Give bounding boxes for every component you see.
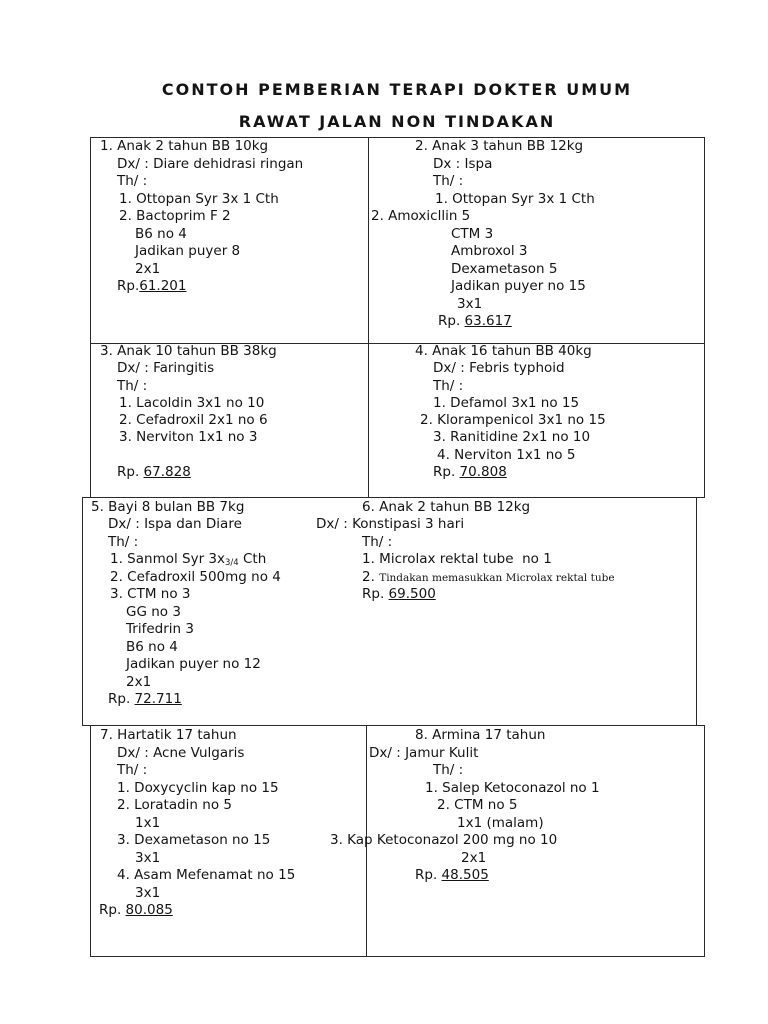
price-label: Rp.: [433, 464, 460, 480]
price-line: [438, 313, 512, 330]
therapy-line: 1x1: [135, 815, 161, 831]
column-divider-row-1: [368, 137, 369, 344]
diagnosis: Dx/ : Febris typhoid: [433, 360, 565, 376]
diagnosis: Dx/ : Faringitis: [117, 360, 215, 376]
dose-fraction: 3/4: [225, 558, 239, 568]
price-line: [108, 691, 182, 708]
therapy-line: 2. Loratadin no 5: [117, 797, 232, 813]
diagnosis: Dx/ : Acne Vulgaris: [117, 745, 245, 761]
therapy-line: 4. Nerviton 1x1 no 5: [437, 447, 576, 463]
therapy-label: Th/ :: [108, 534, 139, 550]
price-label: Rp.: [362, 586, 389, 602]
therapy-line: Jadikan puyer no 12: [126, 656, 261, 672]
case-heading: 2. Anak 3 tahun BB 12kg: [415, 138, 584, 154]
case-heading: 4. Anak 16 tahun BB 40kg: [415, 343, 592, 359]
therapy-line: B6 no 4: [135, 226, 187, 242]
therapy-line: 1. Ottopan Syr 3x 1 Cth: [119, 191, 279, 207]
document-subtitle: RAWAT JALAN NON TINDAKAN: [238, 112, 556, 131]
price-amount: 63.617: [464, 313, 512, 329]
price-amount: 80.085: [125, 902, 173, 918]
case-heading: 5. Bayi 8 bulan BB 7kg: [91, 499, 245, 515]
dose-unit: Cth: [238, 551, 267, 567]
therapy-label: Th/ :: [362, 534, 393, 550]
case-heading: 1. Anak 2 tahun BB 10kg: [100, 138, 269, 154]
therapy-label: Th/ :: [117, 173, 148, 189]
therapy-line: [362, 569, 615, 587]
therapy-line: Jadikan puyer no 15: [451, 278, 586, 294]
therapy-line: 2. Bactoprim F 2: [119, 208, 231, 224]
price-amount: 69.500: [388, 586, 436, 602]
therapy-line: 2. CTM no 5: [437, 797, 518, 813]
price-line: [433, 464, 507, 481]
price-line: [415, 867, 489, 884]
therapy-line: GG no 3: [126, 604, 181, 620]
therapy-line: 3x1: [457, 296, 483, 312]
therapy-line: B6 no 4: [126, 639, 178, 655]
price-line: [362, 586, 436, 603]
therapy-label: Th/ :: [433, 173, 464, 189]
case-heading: 8. Armina 17 tahun: [415, 727, 546, 743]
price-label: Rp.: [108, 691, 135, 707]
diagnosis: Dx : Ispa: [433, 156, 493, 172]
therapy-line: Dexametason 5: [451, 261, 558, 277]
therapy-line: 2. Klorampenicol 3x1 no 15: [420, 412, 606, 428]
therapy-line: Jadikan puyer 8: [135, 243, 241, 259]
therapy-line: 2x1: [461, 850, 487, 866]
therapy-line: 1. Microlax rektal tube no 1: [362, 551, 552, 567]
price-line: [99, 902, 173, 919]
diagnosis: Dx/ : Jamur Kulit: [369, 745, 479, 761]
diagnosis: Dx/ : Diare dehidrasi ringan: [117, 156, 304, 172]
therapy-line-text: 1. Sanmol Syr 3x: [110, 551, 226, 567]
therapy-number: 2.: [362, 569, 375, 585]
therapy-line: 1. Doxycyclin kap no 15: [117, 780, 279, 796]
diagnosis: Dx/ : Ispa dan Diare: [108, 516, 242, 532]
therapy-line: 4. Asam Mefenamat no 15: [117, 867, 296, 883]
price-label: Rp.: [438, 313, 465, 329]
price-amount: 70.808: [459, 464, 507, 480]
therapy-line: 3. Ranitidine 2x1 no 10: [433, 429, 591, 445]
therapy-line: Ambroxol 3: [451, 243, 528, 259]
price-amount: 67.828: [143, 464, 191, 480]
price-amount: 48.505: [441, 867, 489, 883]
price-line: [117, 464, 191, 481]
therapy-line: Trifedrin 3: [126, 621, 194, 637]
therapy-line: 2. Amoxicllin 5: [371, 208, 471, 224]
therapy-label: Th/ :: [433, 378, 464, 394]
case-heading: 6. Anak 2 tahun BB 12kg: [362, 499, 531, 515]
therapy-label: Th/ :: [433, 762, 464, 778]
therapy-line: 3. Kap Ketoconazol 200 mg no 10: [330, 832, 558, 848]
therapy-line: 3. Dexametason no 15: [117, 832, 271, 848]
therapy-line: 1. Ottopan Syr 3x 1 Cth: [435, 191, 595, 207]
therapy-line: 3x1: [135, 850, 161, 866]
case-heading: 3. Anak 10 tahun BB 38kg: [100, 343, 277, 359]
therapy-line: CTM 3: [451, 226, 494, 242]
therapy-line: 3x1: [135, 885, 161, 901]
therapy-line: 2. Cefadroxil 2x1 no 6: [119, 412, 268, 428]
therapy-line: 1. Salep Ketoconazol no 1: [425, 780, 600, 796]
therapy-line: 1x1 (malam): [457, 815, 544, 831]
price-amount: 72.711: [134, 691, 182, 707]
therapy-label: Th/ :: [117, 378, 148, 394]
therapy-line: 2x1: [135, 261, 161, 277]
therapy-line: 3. Nerviton 1x1 no 3: [119, 429, 258, 445]
therapy-label: Th/ :: [117, 762, 148, 778]
price-label: Rp.: [117, 278, 140, 294]
price-line: [117, 278, 187, 295]
price-amount: 61.201: [139, 278, 187, 294]
diagnosis: Dx/ : Konstipasi 3 hari: [316, 516, 465, 532]
price-label: Rp.: [99, 902, 126, 918]
therapy-line: 2. Cefadroxil 500mg no 4: [110, 569, 281, 585]
therapy-line: 1. Lacoldin 3x1 no 10: [119, 395, 265, 411]
procedure-note: Tindakan memasukkan Microlax rektal tube: [379, 572, 615, 584]
therapy-line: 2x1: [126, 674, 152, 690]
document-title: CONTOH PEMBERIAN TERAPI DOKTER UMUM: [161, 80, 633, 99]
therapy-line: 1. Defamol 3x1 no 15: [433, 395, 580, 411]
case-heading: 7. Hartatik 17 tahun: [100, 727, 237, 743]
price-label: Rp.: [415, 867, 442, 883]
therapy-line: 3. CTM no 3: [110, 586, 191, 602]
price-label: Rp.: [117, 464, 144, 480]
column-divider-row-2: [368, 343, 369, 498]
